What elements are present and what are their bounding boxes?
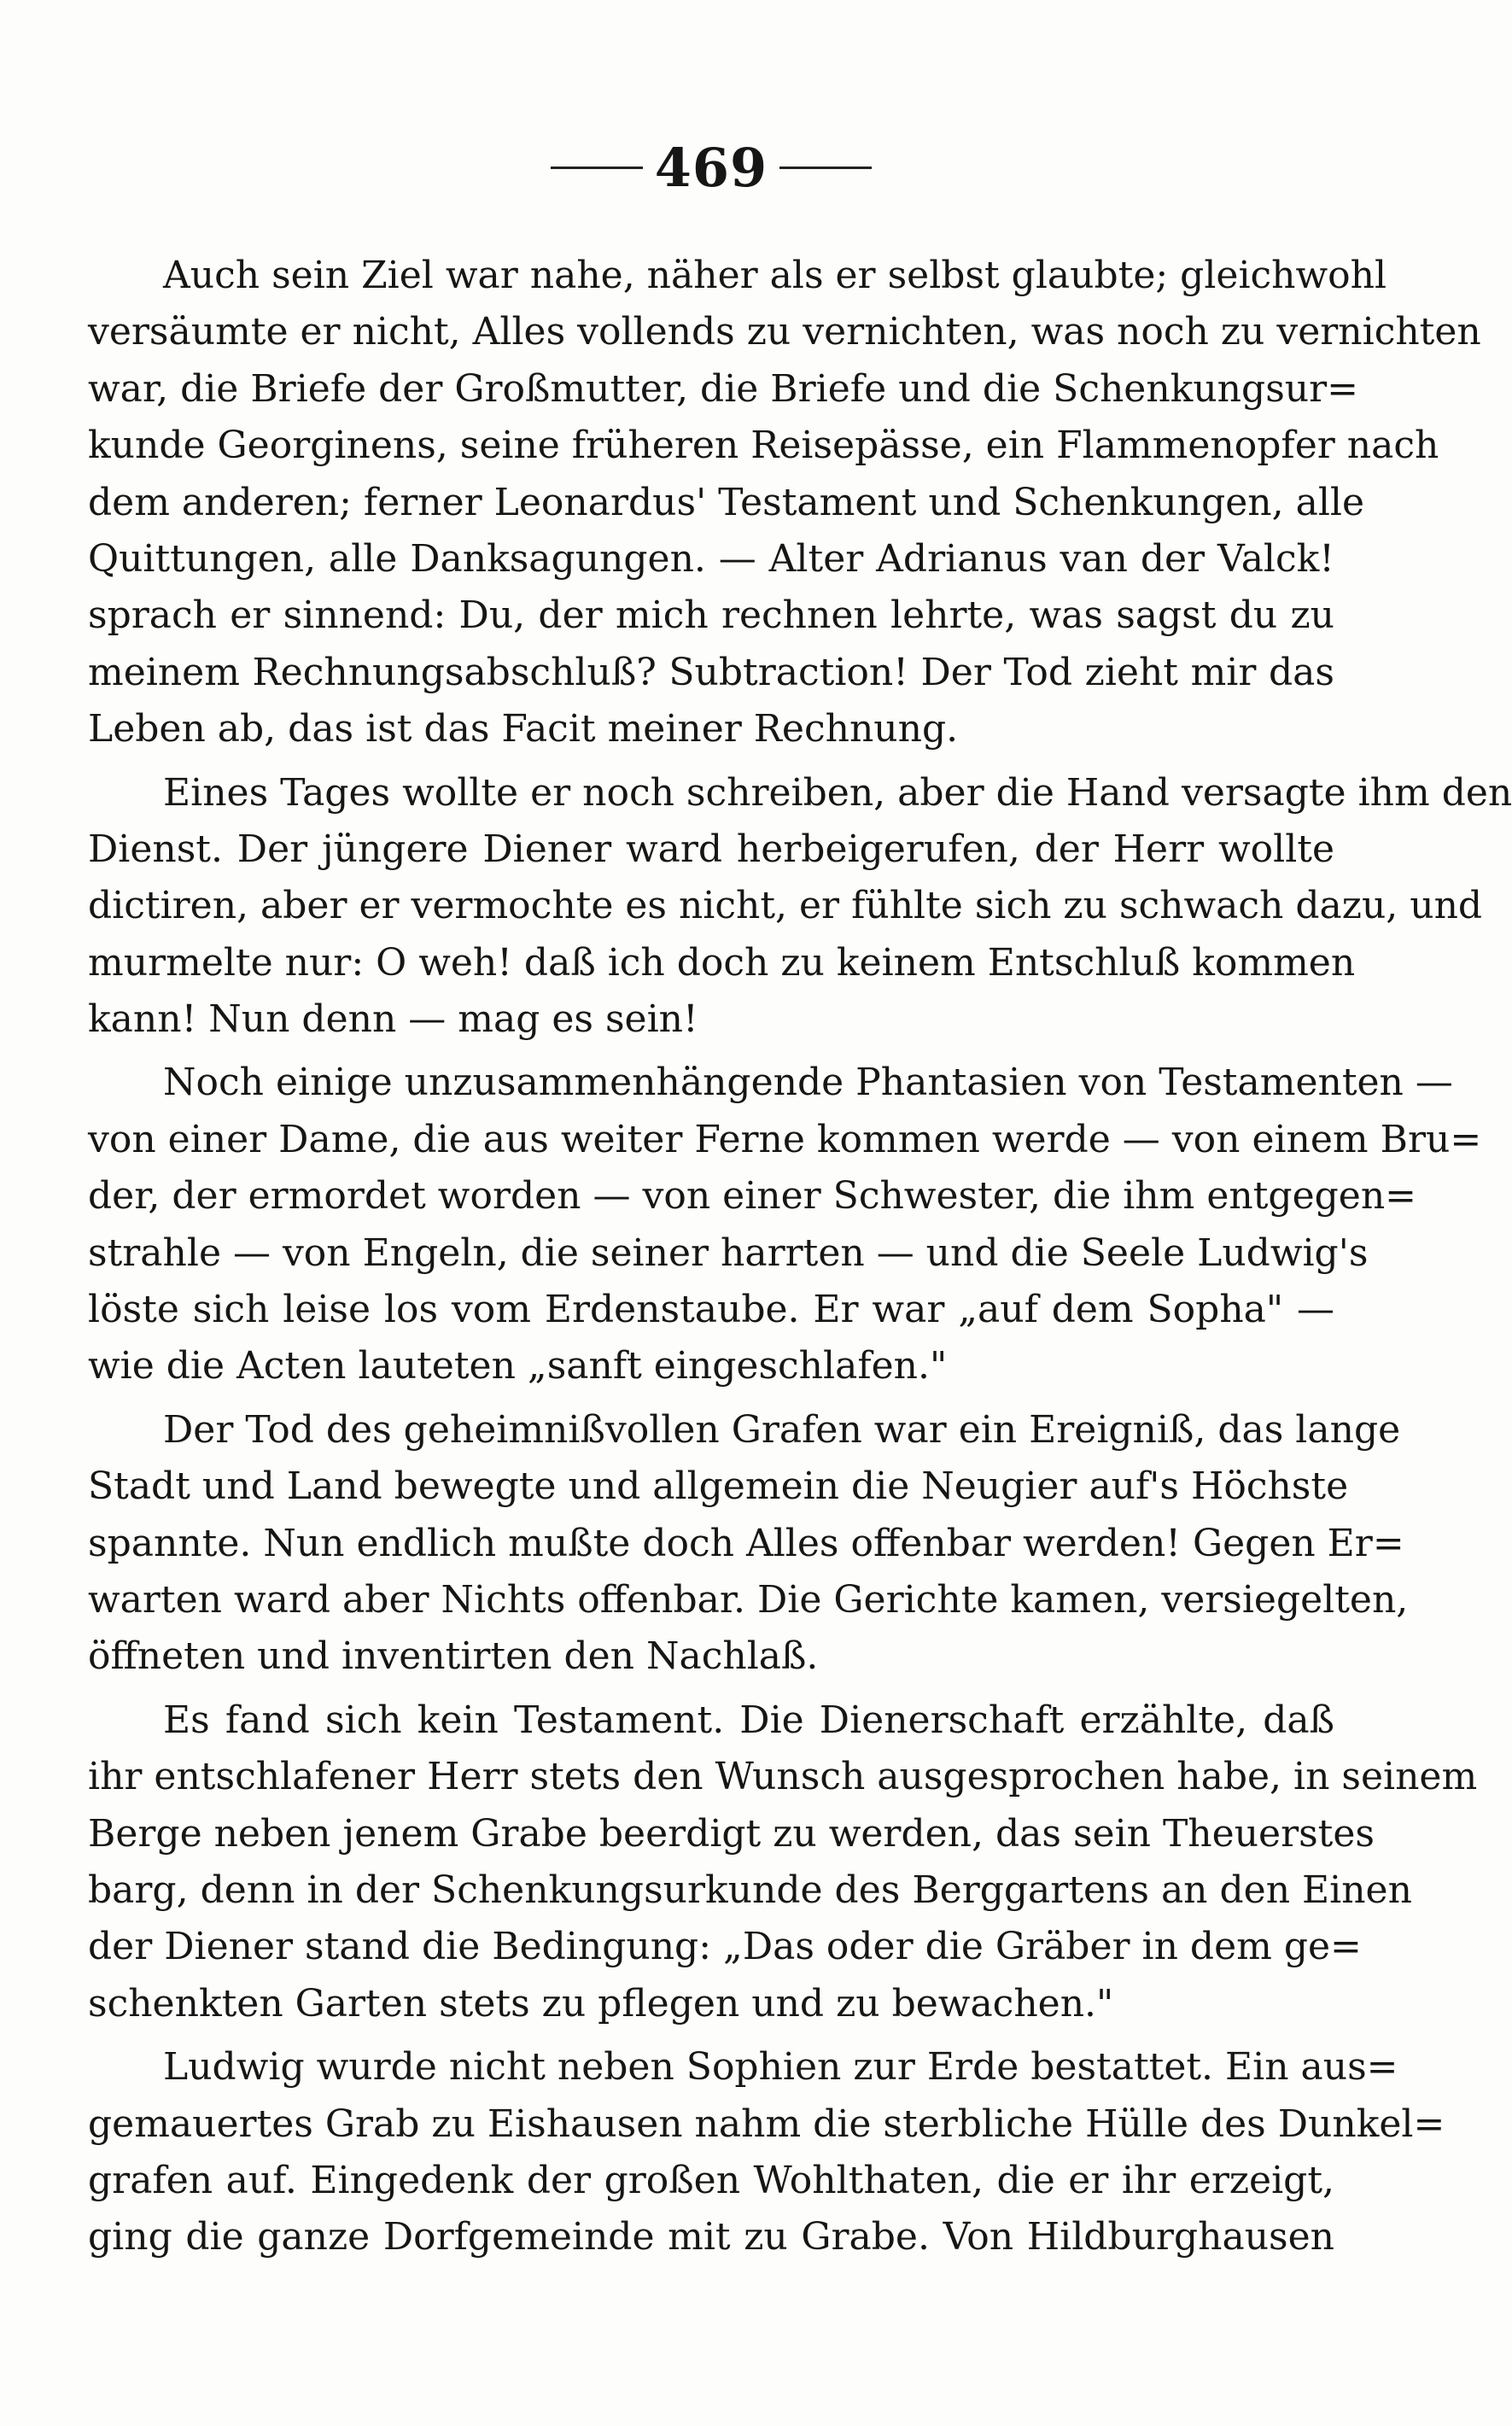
text-line: dem anderen; ferner Leonardus' Testament und Schenkungen, alle bbox=[88, 480, 1365, 524]
header-rule-left bbox=[551, 167, 643, 169]
text-line: Ludwig wurde nicht neben Sophien zur Erde bestattet. Ein aus= bbox=[163, 2045, 1398, 2090]
text-line: dictiren, aber er vermochte es nicht, er fühlte sich zu schwach dazu, und bbox=[88, 884, 1483, 928]
text-line: Leben ab, das ist das Facit meiner Rechnung. bbox=[88, 707, 959, 751]
text-line: von einer Dame, die aus weiter Ferne kommen werde — von einem Bru= bbox=[88, 1117, 1482, 1161]
text-line: barg, denn in der Schenkungsurkunde des Berggartens an den Einen bbox=[88, 1868, 1412, 1912]
text-line: Dienst. Der jüngere Diener ward herbeigerufen, der Herr wollte bbox=[88, 827, 1334, 871]
paragraph-6 bbox=[88, 2039, 1445, 2266]
paragraph-4 bbox=[88, 1402, 1409, 1686]
text-line: warten ward aber Nichts offenbar. Die Gerichte kamen, versiegelten, bbox=[88, 1577, 1409, 1622]
text-line: wie die Acten lauteten „sanft eingeschlafen." bbox=[88, 1344, 948, 1388]
header-rule-right bbox=[779, 167, 872, 169]
page-header bbox=[0, 137, 1422, 205]
text-line: schenkten Garten stets zu pflegen und zu bewachen." bbox=[88, 1981, 1114, 2026]
text-line: ihr entschlafener Herr stets den Wunsch ausgesprochen habe, in seinem bbox=[88, 1755, 1478, 1799]
text-line: strahle — von Engeln, die seiner harrten — und die Seele Ludwig's bbox=[88, 1231, 1369, 1275]
text-line: Quittungen, alle Danksagungen. — Alter Adrianus van der Valck! bbox=[88, 536, 1334, 581]
paragraph-2 bbox=[88, 765, 1512, 1049]
text-line: ging die ganze Dorfgemeinde mit zu Grabe. Von Hildburghausen bbox=[88, 2215, 1334, 2259]
text-line: Stadt und Land bewegte und allgemein die Neugier auf's Höchste bbox=[88, 1464, 1349, 1509]
paragraph-1 bbox=[88, 248, 1481, 758]
text-line: Der Tod des geheimnißvollen Grafen war ein Ereigniß, das lange bbox=[163, 1407, 1401, 1452]
text-line: versäumte er nicht, Alles vollends zu vernichten, was noch zu vernichten bbox=[88, 310, 1481, 354]
text-line: sprach er sinnend: Du, der mich rechnen lehrte, was sagst du zu bbox=[88, 593, 1334, 638]
body-text bbox=[88, 248, 1512, 2273]
text-line: war, die Briefe der Großmutter, die Briefe und die Schenkungsur= bbox=[88, 366, 1359, 411]
text-line: der Diener stand die Bedingung: „Das oder die Gräber in dem ge= bbox=[88, 1925, 1362, 1969]
text-line: löste sich leise los vom Erdenstaube. Er war „auf dem Sopha" — bbox=[88, 1288, 1334, 1332]
text-line: Noch einige unzusammenhängende Phantasien von Testamenten — bbox=[163, 1061, 1453, 1105]
text-line: der, der ermordet worden — von einer Schwester, die ihm entgegen= bbox=[88, 1174, 1417, 1219]
text-line: gemauertes Grab zu Eishausen nahm die sterbliche Hülle des Dunkel= bbox=[88, 2102, 1445, 2146]
text-line: Eines Tages wollte er noch schreiben, aber die Hand versagte ihm den bbox=[163, 770, 1512, 815]
text-line: murmelte nur: O weh! daß ich doch zu keinem Entschluß kommen bbox=[88, 940, 1356, 985]
text-line: grafen auf. Eingedenk der großen Wohlthaten, die er ihr erzeigt, bbox=[88, 2158, 1334, 2202]
paragraph-5 bbox=[88, 1692, 1478, 2032]
text-line: spannte. Nun endlich mußte doch Alles offenbar werden! Gegen Er= bbox=[88, 1521, 1404, 1565]
text-line: kunde Georginens, seine früheren Reisepässe, ein Flammenopfer nach bbox=[88, 424, 1439, 468]
text-line: Berge neben jenem Grabe beerdigt zu werden, das sein Theuerstes bbox=[88, 1811, 1375, 1856]
text-line: meinem Rechnungsabschluß? Subtraction! Der Tod zieht mir das bbox=[88, 650, 1334, 694]
paragraph-3 bbox=[88, 1055, 1482, 1394]
text-line: öffneten und inventirten den Nachlaß. bbox=[88, 1634, 819, 1679]
text-line: Es fand sich kein Testament. Die Dienerschaft erzählte, daß bbox=[163, 1698, 1334, 1742]
page-number: 469 bbox=[654, 137, 768, 199]
text-line: Auch sein Ziel war nahe, näher als er selbst glaubte; gleichwohl bbox=[163, 254, 1387, 297]
text-line: kann! Nun denn — mag es sein! bbox=[88, 997, 698, 1042]
